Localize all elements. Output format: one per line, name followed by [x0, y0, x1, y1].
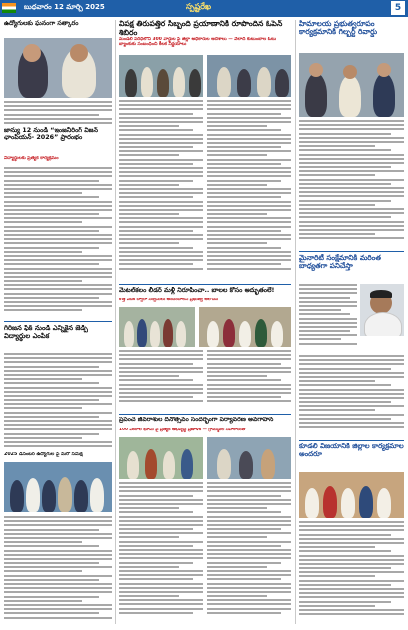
small-note-headline: 2025 డిసెంబర్ ఉద్యోగుల పై మరో సమీక్ష [4, 452, 83, 457]
portrait-photo [360, 284, 404, 336]
right-mid-headline: మైనారిటీ సంక్షేమానికి మరింత బాధ్యతగా పనిచేస్తా [299, 254, 381, 271]
divider [119, 284, 291, 285]
column-rule [115, 20, 116, 624]
startup-headline: జాన్యు 12 నుండి “ఇంజనీరింగ్ విజన్ ఛాంపియన్- 2026” ప్రారంభం [4, 127, 98, 142]
leader-body-text [4, 101, 112, 124]
main-photo-right [207, 55, 291, 97]
main-photo-left [119, 55, 203, 97]
banner-subhead: కొత్త వేదిక ద్వారా సర్వీసులు అందించాలని ప్రభుత్వ ఆలోచన [119, 298, 219, 302]
masthead-bar [0, 0, 408, 17]
divider [4, 321, 112, 322]
lower-subhead: 100 ఎకరాల భూమి పై ప్రత్యేక అభివృద్ధి ప్రణాళిక — గ్రామస్థుల సహకారంతో [119, 428, 246, 432]
lower-photo-left [119, 437, 203, 479]
top-right-body-text [299, 120, 404, 248]
divider [299, 251, 404, 252]
right-bottom-headline: కూడలి విజయానికి జిల్లాల కార్యక్రమాల అందరూ [299, 443, 404, 458]
students-body-text [4, 353, 112, 451]
paper-name: స్పష్టరేఖ [186, 2, 211, 11]
leader-welcome-headline: ఉద్యోగులకు ఘనంగా సత్కారం [4, 20, 79, 27]
top-right-headline: హిమాలయ ప్రభుత్వరూపం కార్యక్రమానికి గిల్బర్ట్ రివార్డు [299, 20, 378, 37]
right-mid-body-top [299, 284, 357, 352]
startup-body-text [4, 167, 112, 317]
banner-headline: మెటల్‌కలం లీడర్ మళ్లీ నిరూపించా.. బాలల కోసం అద్భుతంలే! [119, 287, 275, 294]
small-note-body-text [4, 516, 112, 626]
students-photo [4, 462, 112, 512]
issue-date: బుధవారం 12 మార్చి 2025 [24, 3, 105, 11]
lower-headline: ప్రపంచ జీవరాశుల దినోత్సవం సందర్భంగా పర్యావరణ అవగాహన [119, 417, 274, 423]
main-headline: విపక్ష తిరుపత్తిర సిబ్బంది ప్రయాణానికి రూపొందిన ఓపెన్ శిబిరం [119, 20, 283, 36]
page-number: 5 [391, 1, 405, 15]
right-bottom-photo [299, 472, 404, 518]
banner-body-col2 [207, 350, 291, 410]
right-mid-body-bottom [299, 355, 404, 437]
main-subhead: మండలి పరిధిలోని 300 వార్డుల పై జిల్లా అధికారుల ఆదేశాలు — వేలాది కుటుంబాల ఓటు బ్యాంకుకు సంబంధించి కీలక నిర్ణయాలు [119, 37, 277, 48]
lower-photo-right [207, 437, 291, 479]
banner-photo-right [199, 307, 291, 347]
right-bottom-body-text [299, 521, 404, 624]
lower-body-col1 [119, 482, 203, 624]
column-rule [295, 20, 296, 624]
main-body-col2 [207, 100, 291, 280]
top-right-photo [299, 53, 404, 117]
leader-photo [4, 38, 112, 98]
divider [299, 440, 404, 441]
divider [119, 414, 291, 415]
flag-icon [2, 3, 16, 13]
banner-photo-left [119, 307, 195, 347]
lower-body-col2 [207, 482, 291, 624]
startup-subhead: విద్యార్థులకు ప్రత్యేక కార్యక్రమం [4, 156, 59, 161]
main-body-col1 [119, 100, 203, 280]
banner-body-col1 [119, 350, 203, 410]
students-headline: గిరిజన ఫిక్ నుండి ఎన్నికైన జెడ్పీ విద్యార్థుల ఎంపిక [4, 325, 88, 340]
